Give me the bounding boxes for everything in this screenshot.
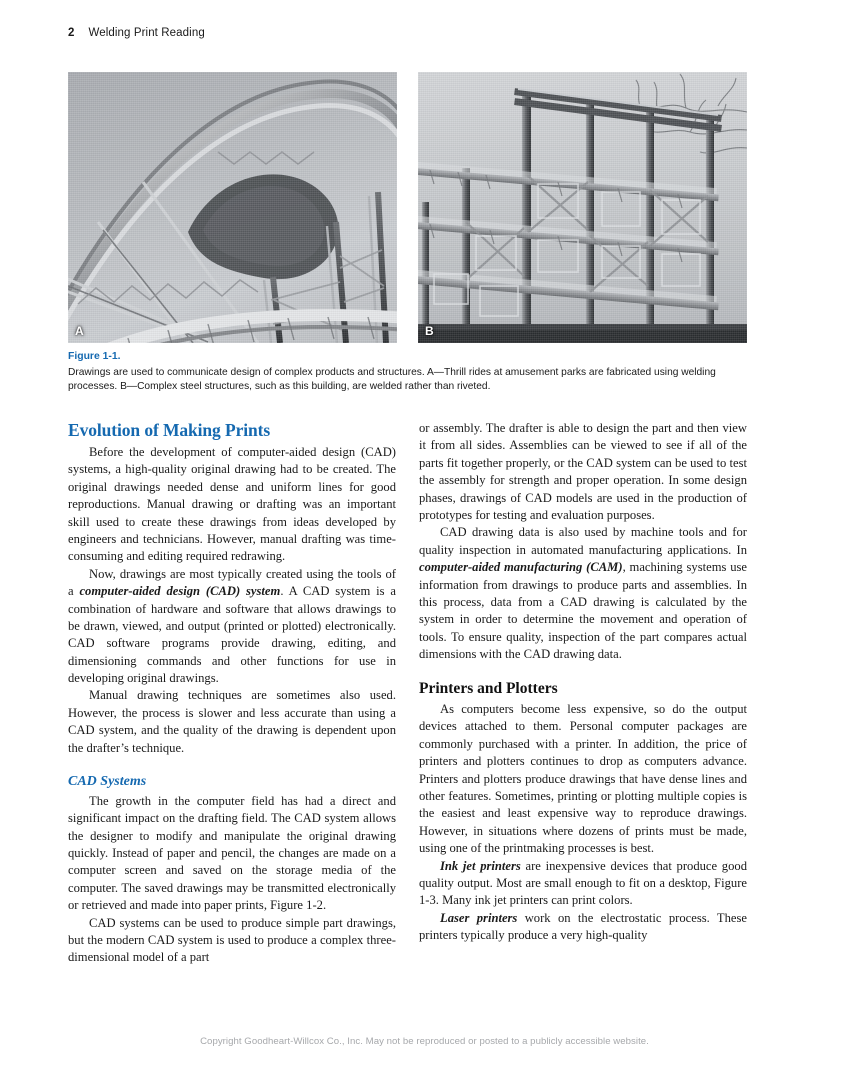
- photo-b-grain: [418, 72, 747, 343]
- paragraph-printers-1: As computers become less expensive, so do the output devices attached to them. Personal computer packages are commonly purchased with a printer. In addition, the price of printers and plotters continues to drop as computers advance. Printers and plotters produce drawings that have dense lines and other features. Sometimes, printing or plotting multiple copies is the easiest and least expensive way to reproduce drawings. However, in situations where dozens of prints must be made, using one of the printmaking processes is best.: [419, 702, 747, 856]
- photo-a-grain: [68, 72, 397, 343]
- term-cad-system: computer-aided design (CAD) system: [79, 584, 281, 599]
- term-laser-printers: Laser printers: [440, 910, 518, 925]
- paragraph-cam: [419, 524, 747, 663]
- body-columns: [68, 420, 747, 967]
- paragraph-evolution-2-part1: Now, drawings are most typically created using the tools of a: [68, 566, 396, 599]
- paragraph-cad-systems-1: The growth in the computer field has had a direct and significant impact on the drafting field. The CAD system allows the designer to modify and manipulate the original drawing quickly. Instead of paper and pencil, the changes are made on a computer screen and saved on the storage media of the computer. The saved drawings may be transmitted electronically or retrieved and made into paper prints, Figure 1-2.: [68, 793, 396, 913]
- paragraph-laser-printers-text: work on the electrostatic process. These printers typically produce a very high-quality: [419, 910, 747, 943]
- paragraph-cam-part1: CAD drawing data is also used by machine tools and for quality inspection in automated manufacturing applications. In: [419, 525, 747, 557]
- photo-label-b: B: [425, 324, 434, 338]
- figure-caption: [68, 350, 747, 395]
- paragraph-right-continued: or assembly. The drafter is able to design the part and then view it from all sides. Assemblies can be viewed to see if all of the parts fit together properly, or the CAD system can be used to test the assembly for strength and proper operation. In some design phases, drawings of CAD models are used in the production of prototypes for testing and evaluation purposes.: [419, 421, 747, 522]
- figure-caption-text: Drawings are used to communicate design of complex products and structures. A—Thrill rides at amusement parks are fabricated using welding processes. B—Complex steel structures, such as this building, are welded rather than riveted.: [68, 366, 716, 393]
- paragraph-evolution-1: Before the development of computer-aided design (CAD) systems, a high-quality original drawing had to be created. The original drawings needed dense and uniform lines for good reproductions. Manual drawing or drafting was an important skill used to create these drawings from ideas developed by engineers and technicians. However, manual drafting was time-consuming and editing required redrawing.: [68, 445, 396, 564]
- section-heading-printers-and-plotters: Printers and Plotters: [419, 680, 558, 698]
- book-title: Welding Print Reading: [88, 27, 205, 39]
- photo-label-a: A: [75, 324, 84, 338]
- section-heading-evolution-of-making-prints: Evolution of Making Prints: [68, 420, 271, 440]
- spacer-before-printers-and-plotters: [419, 663, 747, 680]
- term-ink-jet-printers: Ink jet printers: [440, 858, 521, 873]
- figure-photo-row: [68, 72, 747, 343]
- figure-photo-a: [68, 72, 397, 343]
- paragraph-evolution-2-part2: . A CAD system is a combination of hardware and software that allows drawings to be drawn, viewed, and output (printed or plotted) electronically. CAD software programs provide drawing, editing, and dimensioning commands and other functions for use in developing original drawings.: [68, 584, 396, 686]
- subheading-cad-systems: CAD Systems: [68, 774, 147, 790]
- footer-copyright: Copyright Goodheart-Willcox Co., Inc. May not be reproduced or posted to a publicly accessible website.: [200, 1036, 649, 1047]
- page-number: 2: [68, 27, 75, 39]
- paragraph-laser-printers: [419, 910, 747, 945]
- running-head: [68, 27, 205, 39]
- paragraph-cam-part2: , machining systems use information from drawings to produce parts and assemblies. In this process, data from a CAD drawing is calculated by the system in order to determine the movement and operation of tools. To ensure quality, inspection of the part compares actual dimensions with the CAD drawing data.: [419, 560, 747, 662]
- paragraph-cad-systems-2: CAD systems can be used to produce simple part drawings, but the modern CAD system is used to produce a complex three-dimensional model of a part: [68, 915, 396, 965]
- paragraph-ink-jet-printers: [419, 858, 747, 910]
- right-column: [419, 420, 747, 967]
- paragraph-evolution-3: Manual drawing techniques are sometimes also used. However, the process is slower and less accurate than using a CAD system, and the quality of the drawing is dependent upon the drafter’s technique.: [68, 688, 396, 755]
- figure-photo-b: [418, 72, 747, 343]
- figure-1-1: [68, 72, 747, 395]
- left-column: [68, 420, 396, 967]
- paragraph-ink-jet-printers-text: are inexpensive devices that produce good quality output. Most are small enough to fit on a desktop, Figure 1-3. Many ink jet printers can print colors.: [419, 858, 747, 908]
- figure-number-label: Figure 1-1.: [68, 351, 121, 362]
- spacer-before-cad-systems: [68, 757, 396, 774]
- term-cam: computer-aided manufacturing (CAM): [419, 560, 623, 575]
- paragraph-evolution-2: [68, 566, 396, 688]
